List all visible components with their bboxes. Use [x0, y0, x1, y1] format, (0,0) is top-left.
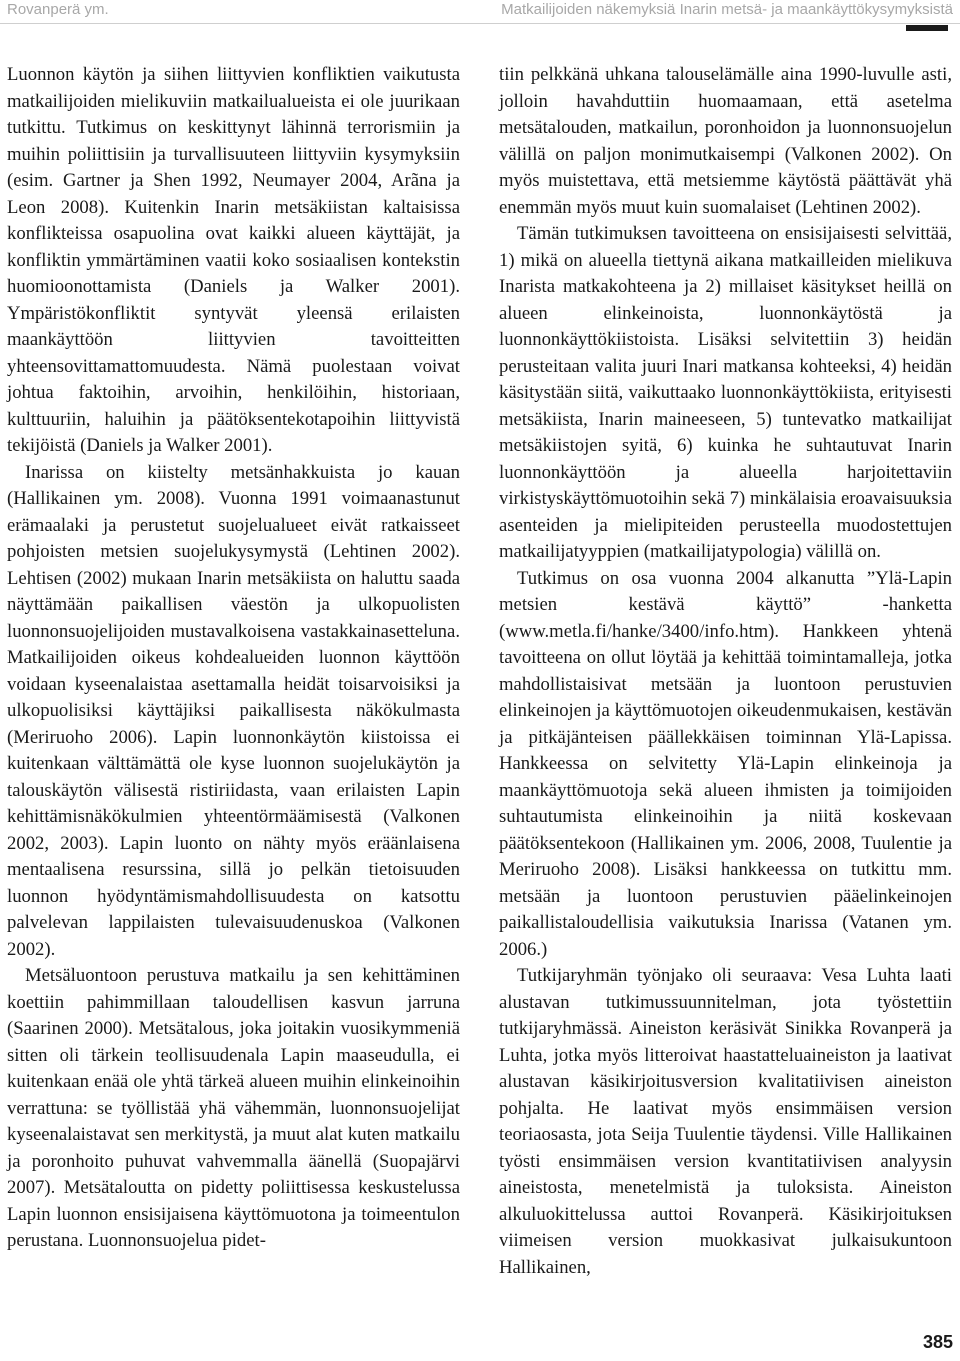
right-column [499, 62, 952, 1281]
paragraph: Tutkijaryhmän työnjako oli seuraava: Vesa Luhta laati alustavan tutkimussuunnitelman, jota työstettiin tutkijaryhmässä. Aineiston keräsivät Sinikka Rovanperä ja Luhta, jotka myös litteroivat haastatteluaineiston ja laativat alustavan käsikirjoitusversion kvalitatiivisen aineiston pohjalta. He laativat myös ensimmäisen version teoriaosasta, jota Seija Tuulentie täydensi. Ville Hallikainen työsti ensimmäisen version kvantitatiivisen analyysin aineistosta, menetelmistä ja tuloksista. Aineiston alkuluokittelussa auttoi Rovanperä. Käsikirjoituksen viimeisen version muokkasivat julkaisukuntoon Hallikainen, [499, 965, 952, 1278]
paragraph: Inarissa on kiistelty metsänhakkuista jo kauan (Hallikainen ym. 2008). Vuonna 1991 voimaanastunut erämaalaki ja perustetut suojelualueet eivät ratkaisseet pohjoisten metsien suojelukysymystä (Lehtinen 2002). Lehtisen (2002) mukaan Inarin metsäkiista on haluttu saada näyttämään paikallisen väestön ja ulkopuolisten luonnonsuojelijoiden mustavalkoisena vastakkainasetteluna. Matkailijoiden oikeus kohdealueiden luonnon käyttöön voidaan kyseenalaistaa asettamalla heidät toisarvoisiksi ja ulkopuolisiksi käyttäjiksi paikallisesta näkökulmasta (Meriruoho 2006). Lapin luonnonkäytön kiistoissa ei kuitenkaan välttämättä ole kyse luonnon suojelukäytön ja talouskäytön välisestä ristiriidasta, vaan erilaisten Lapin kehittämisnäkökulmien yhteentörmäämisestä (Valkonen 2002, 2003). Lapin luonto on nähty myös eräänlaisena mentaalisena resurssina, sillä jo pelkän tietoisuuden luonnon hyödyntämismahdollisuudesta on katsottu palvelevan lappilaisten tulevaisuudenuskoa (Valkonen 2002). [7, 461, 460, 960]
left-column [7, 62, 460, 1255]
page-number: 385 [922, 1332, 953, 1352]
header-rule [0, 23, 960, 24]
running-header [0, 0, 960, 20]
paragraph: Tämän tutkimuksen tavoitteena on ensisijaisesti selvittää, 1) mikä on alueella tiettynä aikana matkailleiden mielikuva Inarista matkakohteena ja 2) millaiset käsitykset heillä on alueen elinkeinoista, luonnonkäytöstä ja luonnonkäyttökiistoista. Lisäksi selvitettiin 3) heidän perusteitaan valita juuri Inari matkansa kohteeksi, 4) heidän käsitystään siitä, vaikuttaako luonnonkäyttökiista, erityisesti metsäkiista, Inarin maineeseen, 5) tuntevatko matkailijat metsäkiistojen syitä, 6) kuinka he suhtautuvat Inarin luonnonkäyttöön ja alueella harjoitettaviin virkistyskäyttömuotoihin sekä 7) minkälaisia eroavaisuuksia asenteiden ja mielipiteiden perusteella muodostettujen matkailijatyyppien (matkailijatypologia) välillä on. [499, 223, 952, 562]
paragraph: Luonnon käytön ja siihen liittyvien konfliktien vaikutusta matkailijoiden mielikuviin matkailualueista ei ole juurikaan tutkittu. Tutkimus on keskittynyt lähinnä terrorismiin ja muihin poliittisiin ja turvallisuuteen liittyviin kysymyksiin (esim. Gartner ja Shen 1992, Neumayer 2004, Arãna ja Leon 2008). Kuitenkin Inarin metsäkiistan kaltaisissa konflikteissa osapuolina ovat kaikki alueen käyttäjät, ja konfliktin ymmärtäminen vaatii koko sosiaalisen kontekstin huomioonottamista (Daniels ja Walker 2001). Ympäristökonfliktit syntyvät yleensä erilaisten maankäyttöön liittyvien tavoitteitten yhteensovittamattomuudesta. Nämä puolestaan voivat johtua faktoihin, arvoihin, henkilöihin, historiaan, kulttuuriin, haluihin ja päätöksentekotapoihin liittyvistä tekijöistä (Daniels ja Walker 2001). [7, 64, 460, 456]
paragraph: tiin pelkkänä uhkana talouselämälle aina 1990-luvulle asti, jolloin havahduttiin huomaamaan, että asetelma metsätalouden, matkailun, poronhoidon ja luonnonsuojelun välillä on paljon monimutkaisempi (Valkonen 2002). On myös muistettava, että metsiemme käytöstä päättävät yhä enemmän myös muut kuin suomalaiset (Lehtinen 2002). [499, 64, 952, 218]
paragraph: Tutkimus on osa vuonna 2004 alkanutta ”Ylä-Lapin metsien kestävä käyttö” -hanketta (www.metla.fi/hanke/3400/info.htm). Hankkeen yhtenä tavoitteena on ollut löytää ja kehittää toimintamalleja, jotka mahdollistaisivat metsään ja luontoon perustuvien elinkeinojen ja käyttömuotojen oikeudenmukaisen, kestävän ja pitkäjänteisen päällekkäisen toiminnan Ylä-Lapissa. Hankkeessa on selvitetty Ylä-Lapin elinkeinoja ja maankäyttömuotoja sekä alueen ihmisten ja toimijoiden suhtautumista elinkeinoihin ja niitä koskevaan päätöksentekoon (Hallikainen ym. 2006, 2008, Tuulentie ja Meriruoho 2008). Lisäksi hankkeessa on tutkittu mm. metsään ja luontoon perustuvien pääelinkeinojen paikallistaloudellisia vaikutuksia Inarissa (Vatanen ym. 2006.) [499, 567, 952, 960]
header-title: Matkailijoiden näkemyksiä Inarin metsä- ja maankäyttökysymyksistä [501, 1, 953, 18]
paragraph: Metsäluontoon perustuva matkailu ja sen kehittäminen koettiin pahimmillaan taloudellisen kasvun jarruna (Saarinen 2000). Metsätalous, joka joitakin vuosikymmeniä sitten oli tärkein teollisuudenala Lapin maaseudulla, ei kuitenkaan enää ole yhtä tärkeä alueen muihin elinkeinoihin verrattuna: se työllistää yhä vähemmän, luonnonsuojelijat kyseenalaistavat sen merkitystä, ja muut alat kuten matkailu ja poronhoito puhuvat vahvemmalla äänellä (Suopajärvi 2007). Metsätaloutta on pidetty poliittisessa keskustelussa Lapin luonnon ensisijaisena käyttömuotona ja toimeentulon perustana. Luonnonsuojelua pidet- [7, 965, 460, 1251]
header-bar [906, 25, 948, 31]
header-author: Rovanperä ym. [7, 1, 109, 18]
